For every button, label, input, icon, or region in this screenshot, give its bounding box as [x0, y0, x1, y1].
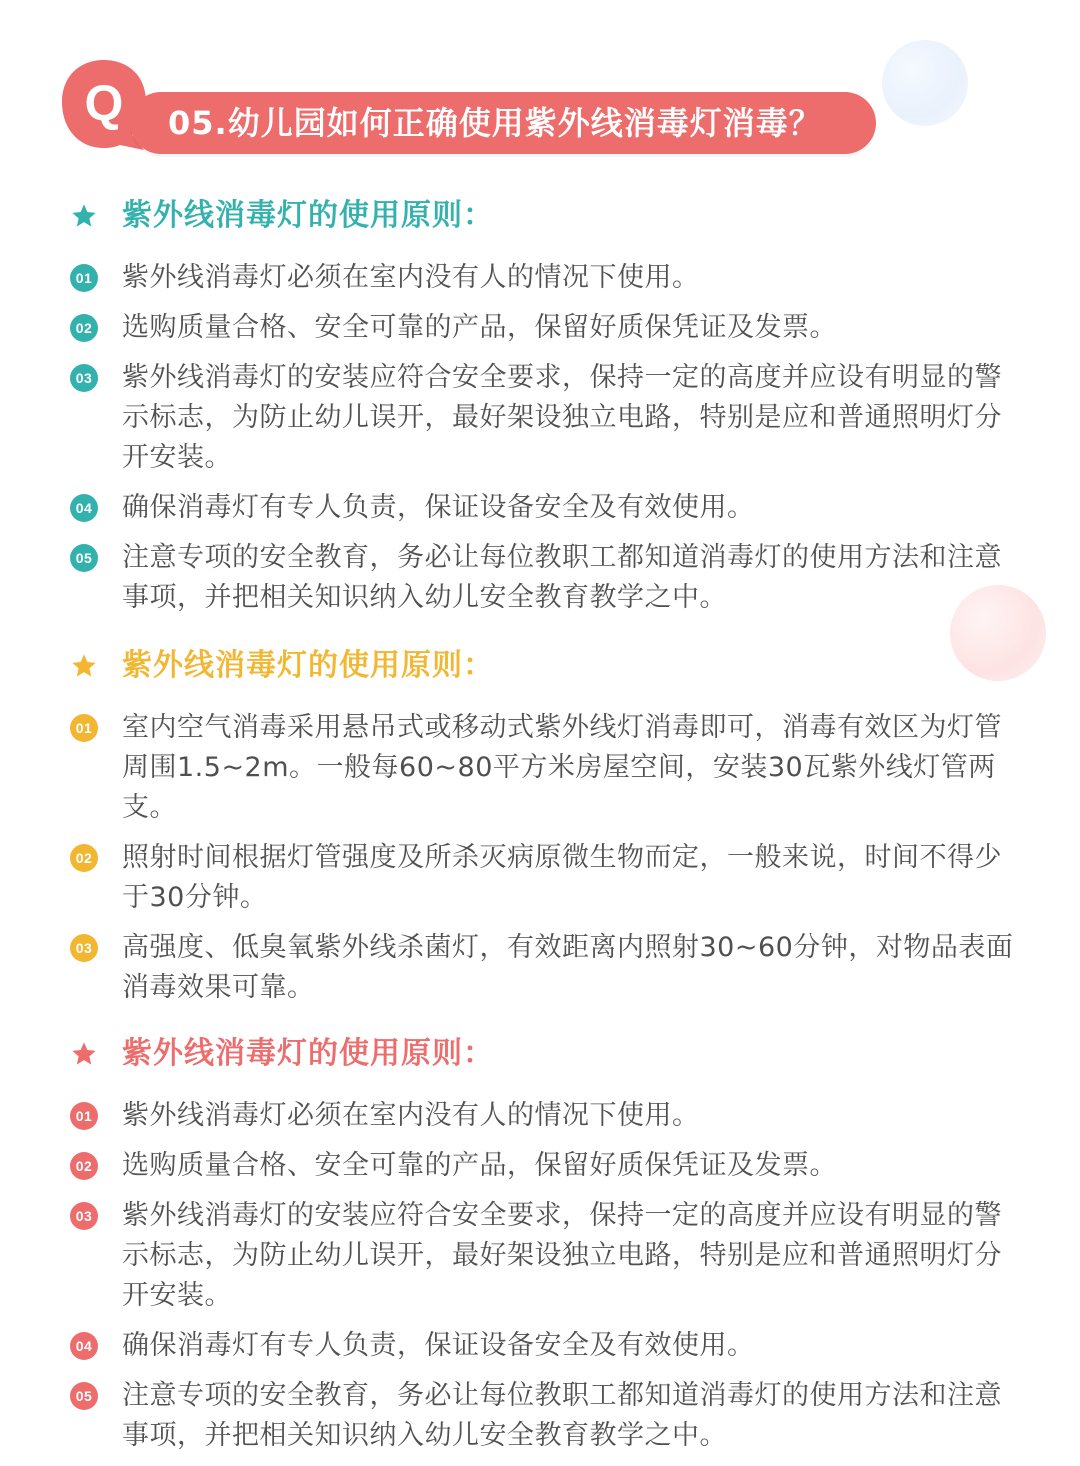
section-heading: [70, 646, 1020, 690]
question-header: [56, 56, 876, 166]
item-text: 注意专项的安全教育，务必让每位教职工都知道消毒灯的使用方法和注意事项，并把相关知识纳入幼儿安全教育教学之中。: [122, 542, 1002, 613]
item-number-badge: 01: [70, 264, 98, 292]
section-heading: [70, 196, 1020, 240]
item-text: 紫外线消毒灯必须在室内没有人的情况下使用。: [122, 262, 700, 293]
item-text: 紫外线消毒灯的安装应符合安全要求，保持一定的高度并应设有明显的警示标志，为防止幼儿误开，最好架设独立电路，特别是应和普通照明灯分开安装。: [122, 362, 1002, 473]
list-item: [70, 1326, 1020, 1366]
item-text: 高强度、低臭氧紫外线杀菌灯，有效距离内照射30~60分钟，对物品表面消毒效果可靠。: [122, 932, 1014, 1003]
item-number-badge: 03: [70, 364, 98, 392]
list-item: [70, 928, 1020, 1008]
list-item: [70, 1096, 1020, 1136]
item-number-badge: 05: [70, 544, 98, 572]
item-number-badge: 04: [70, 494, 98, 522]
item-number-badge: 01: [70, 1102, 98, 1130]
item-text: 选购质量合格、安全可靠的产品，保留好质保凭证及发票。: [122, 1150, 837, 1181]
item-text: 注意专项的安全教育，务必让每位教职工都知道消毒灯的使用方法和注意事项，并把相关知识纳入幼儿安全教育教学之中。: [122, 1380, 1002, 1451]
list-item: [70, 258, 1020, 298]
list-item: [70, 708, 1020, 828]
item-number-badge: 02: [70, 1152, 98, 1180]
list-item: [70, 308, 1020, 348]
item-number-badge: 03: [70, 1202, 98, 1230]
q-badge-letter: Q: [84, 75, 124, 131]
section-heading: [70, 1034, 1020, 1078]
list-item: [70, 538, 1020, 618]
section-usage-principles-3: [70, 1034, 1020, 1466]
item-text: 紫外线消毒灯的安装应符合安全要求，保持一定的高度并应设有明显的警示标志，为防止幼儿误开，最好架设独立电路，特别是应和普通照明灯分开安装。: [122, 1200, 1002, 1311]
item-number-badge: 04: [70, 1332, 98, 1360]
section-title: 紫外线消毒灯的使用原则：: [122, 1036, 494, 1071]
section-title: 紫外线消毒灯的使用原则：: [122, 648, 494, 683]
list-item: [70, 1196, 1020, 1316]
star-icon: [70, 1040, 98, 1068]
decorative-bubble: [882, 40, 968, 126]
page-title: 05.幼儿园如何正确使用紫外线消毒灯消毒？: [168, 104, 822, 142]
item-text: 紫外线消毒灯必须在室内没有人的情况下使用。: [122, 1100, 700, 1131]
item-text: 确保消毒灯有专人负责，保证设备安全及有效使用。: [122, 492, 755, 523]
star-icon: [70, 202, 98, 230]
item-number-badge: 03: [70, 934, 98, 962]
item-number-badge: 02: [70, 314, 98, 342]
list-item: [70, 358, 1020, 478]
item-number-badge: 02: [70, 844, 98, 872]
list-item: [70, 1146, 1020, 1186]
list-item: [70, 838, 1020, 918]
item-text: 确保消毒灯有专人负责，保证设备安全及有效使用。: [122, 1330, 755, 1361]
item-text: 室内空气消毒采用悬吊式或移动式紫外线灯消毒即可，消毒有效区为灯管周围1.5~2m。一般每60~80平方米房屋空间，安装30瓦紫外线灯管两支。: [122, 712, 1002, 823]
star-icon: [70, 652, 98, 680]
item-text: 选购质量合格、安全可靠的产品，保留好质保凭证及发票。: [122, 312, 837, 343]
item-number-badge: 01: [70, 714, 98, 742]
item-number-badge: 05: [70, 1382, 98, 1410]
section-title: 紫外线消毒灯的使用原则：: [122, 198, 494, 233]
section-usage-principles-2: [70, 646, 1020, 1018]
item-text: 照射时间根据灯管强度及所杀灭病原微生物而定，一般来说，时间不得少于30分钟。: [122, 842, 1002, 913]
list-item: [70, 488, 1020, 528]
list-item: [70, 1376, 1020, 1456]
section-usage-principles-1: [70, 196, 1020, 628]
